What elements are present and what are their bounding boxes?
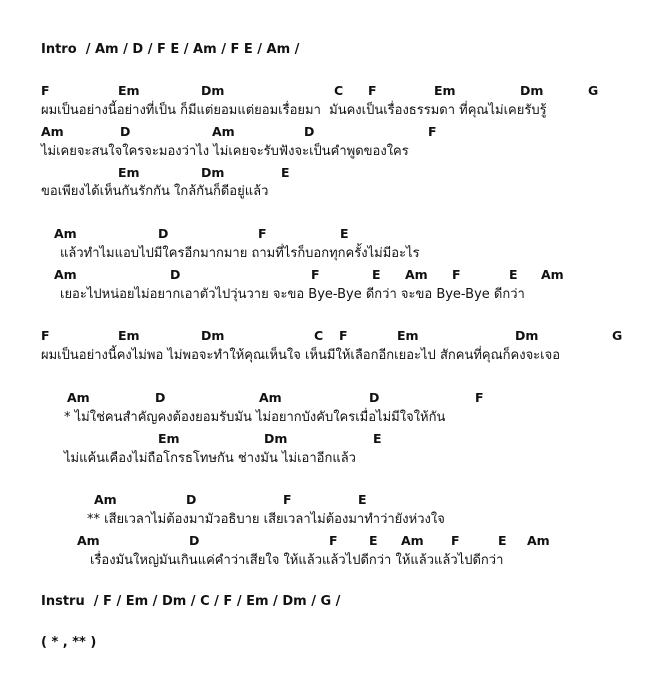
chord: E — [373, 431, 382, 446]
chord: Am — [67, 390, 90, 405]
chord: F — [311, 267, 320, 282]
chord: Am — [212, 124, 235, 139]
chord: F — [452, 267, 461, 282]
lyric-line: * ไม่ใช่คนสำคัญคงต้องยอมรับมัน ไม่อยากบังคับใครเมื่อไม่มีใจให้กัน — [64, 410, 446, 425]
lyric-line: ไม่แค้นเคืองไม่ถือโกรธโทษกัน ช่างมัน ไม่เอาอีกแล้ว — [64, 451, 356, 466]
chord: D — [120, 124, 131, 139]
chord: Em — [434, 83, 456, 98]
chord: Am — [41, 124, 64, 139]
lyric-line: เยอะไปหน่อยไม่อยากเอาตัวไปวุ่นวาย จะขอ Bye-Bye ดีกว่า จะขอ Bye-Bye ดีกว่า — [60, 287, 525, 302]
chord: Am — [54, 267, 77, 282]
chord: Em — [118, 165, 140, 180]
chord: Dm — [201, 328, 225, 343]
chord: Am — [259, 390, 282, 405]
chord: C — [314, 328, 324, 343]
chord: Am — [527, 533, 550, 548]
intro-line: Intro / Am / D / F E / Am / F E / Am / — [41, 42, 300, 57]
chord: E — [509, 267, 518, 282]
chord: G — [612, 328, 623, 343]
chord: F — [339, 328, 348, 343]
chord: D — [189, 533, 200, 548]
chord: D — [158, 226, 169, 241]
chord: F — [428, 124, 437, 139]
chord: E — [498, 533, 507, 548]
chord: E — [369, 533, 378, 548]
lyric-line: ขอเพียงได้เห็นกันรักกัน ใกล้กันก็ดีอยู่แล้ว — [41, 184, 269, 199]
chord: D — [170, 267, 181, 282]
lyric-line: ผมเป็นอย่างนี้อย่างที่เป็น ก็มีแต่ยอมแต่ยอมเรื่อยมา มันคงเป็นเรื่องธรรมดา ที่คุณไม่เคยรับรู้ — [41, 103, 547, 118]
chord: F — [41, 328, 50, 343]
chord: Am — [54, 226, 77, 241]
instrumental-line: Instru / F / Em / Dm / C / F / Em / Dm / G / — [41, 594, 341, 609]
chord: Am — [77, 533, 100, 548]
chord: Dm — [201, 83, 225, 98]
chord: Em — [158, 431, 180, 446]
chord: Dm — [515, 328, 539, 343]
lyric-line: ** เสียเวลาไม่ต้องมามัวอธิบาย เสียเวลาไม่ต้องมาทำว่ายังห่วงใจ — [87, 512, 445, 527]
chord: F — [451, 533, 460, 548]
chord: E — [358, 492, 367, 507]
chord: F — [283, 492, 292, 507]
chord: Dm — [520, 83, 544, 98]
lyric-line: ไม่เคยจะสนใจใครจะมองว่าไง ไม่เคยจะรับฟังจะเป็นคำพูดของใคร — [41, 144, 409, 159]
repeat-marker: ( * , ** ) — [41, 635, 97, 650]
chord: Am — [401, 533, 424, 548]
chord: Am — [541, 267, 564, 282]
lyric-line: ผมเป็นอย่างนี้คงไม่พอ ไม่พอจะทำให้คุณเห็นใจ เห็นมีให้เลือกอีกเยอะไป สักคนที่คุณก็คงจะเจอ — [41, 348, 561, 363]
chord: D — [304, 124, 315, 139]
chord: F — [475, 390, 484, 405]
chord: D — [186, 492, 197, 507]
chord: F — [258, 226, 267, 241]
chord: E — [281, 165, 290, 180]
chord: C — [334, 83, 344, 98]
chord: Dm — [264, 431, 288, 446]
chord: Em — [118, 83, 140, 98]
chord: F — [329, 533, 338, 548]
lyric-line: แล้วทำไมแอบไปมีใครอีกมากมาย ถามที่ไรก็บอกทุกครั้งไม่มีอะไร — [60, 246, 420, 261]
chord: F — [368, 83, 377, 98]
chord: F — [41, 83, 50, 98]
chord: Em — [118, 328, 140, 343]
chord: E — [340, 226, 349, 241]
chord: Dm — [201, 165, 225, 180]
chord: Am — [405, 267, 428, 282]
chord: G — [588, 83, 599, 98]
chord: Am — [94, 492, 117, 507]
chord: Em — [397, 328, 419, 343]
chord: D — [369, 390, 380, 405]
lyric-line: เรื่องมันใหญ่มันเกินแค่คำว่าเสียใจ ให้แล้วแล้วไปดีกว่า ให้แล้วแล้วไปดีกว่า — [90, 553, 504, 568]
chord: E — [372, 267, 381, 282]
chord: D — [155, 390, 166, 405]
